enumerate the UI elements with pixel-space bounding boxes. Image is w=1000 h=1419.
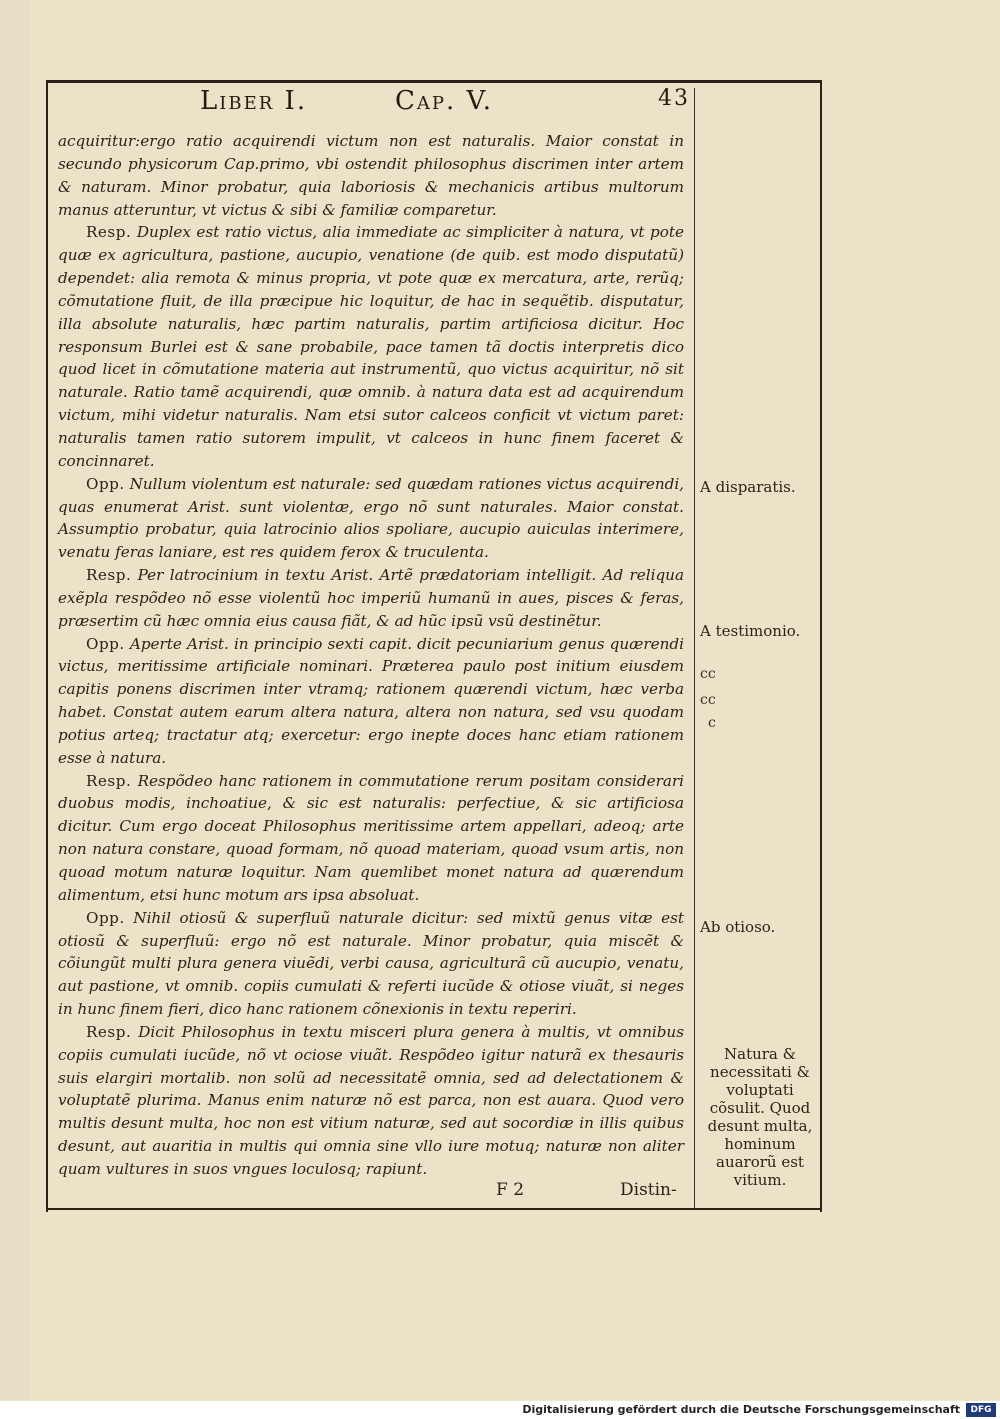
digitization-credit-text: Digitalisierung gefördert durch die Deutsche Forschungsgemeinschaft [522,1403,960,1416]
marginal-note-testimonio: A testimonio. [700,622,801,640]
page-number: 43 [658,86,690,111]
marginal-note-disparatis: A disparatis. [700,478,796,496]
paragraph-text: acquiritur:ergo ratio acquirendi victum non est naturalis. Maior constat in secundo physicorum Cap.primo, vbi ostendit philosophus discrimen inter artem & naturam. Minor probatur, quia laboriosis & mechanicis artibus multorum manus atteruntur, vt victus & sibi & familiæ comparetur. [58,132,684,219]
paragraph-7 [58,1021,684,1181]
main-text-block [58,130,684,1181]
paragraph-5 [58,770,684,907]
quotation-mark: c [708,715,716,731]
paragraph-text: Per latrocinium in textu Arist. Artẽ prædatoriam intelligit. Ad reliqua exẽpla respõdeo nõ esse violentũ hoc imperiũ humanũ in aues, pisces & feras, præsertim cũ hæc omnia eius causa fiãt, & ad hũc ipsũ vsũ destinẽtur. [58,566,685,630]
paragraph-text: Nihil otiosũ & superfluũ naturale dicitur: sed mixtũ genus vitæ est otiosũ & superfluũ: ergo nõ est naturale. Minor probatur, quia miscẽt & cõiungũt multi plura genera viuẽdi, verbi causa, agriculturã cũ aucupio, venatu, aut pastione, vt omnib. copiis cumulati & referti iucũde & otiose viuãt, si neges in hunc finem fieri, dico hanc rationem cõnexionis in textu reperiri. [58,908,684,1019]
page-frame-bottom-rule [48,1208,822,1210]
page-frame-right-rule [820,80,822,1212]
page-frame-top-rule [48,80,822,83]
paragraph-label: Resp. [86,566,132,585]
paragraph-label: Opp. [86,634,125,653]
paragraph-text: Aperte Arist. in principio sexti capit. dicit pecuniarium genus quærendi victus, meritissime artificiale nominari. Præterea paulo post initium eiusdem capitis ponens discrimen inter vtramq; rationem quærendi victum, hæc verba habet. Constat autem earum altera natura, altera non natura, sed vsu quodam potius arteq; tractatur atq; exercetur: ergo inepte doces hanc etiam rationem esse à natura. [58,634,684,767]
paragraph-label: Resp. [86,1022,132,1041]
quotation-mark: cc [700,666,716,682]
paragraph-2 [58,473,684,564]
paragraph-label: Opp. [86,908,125,927]
marginal-note-otioso: Ab otioso. [700,918,776,936]
paragraph-6 [58,907,684,1021]
scan-gutter [0,0,30,1400]
digitization-credit-bar [0,1401,1000,1419]
marginal-note-natura: Natura & necessitati & voluptati cõsulit. Quod desunt multa, hominum auarorũ est vitium. [707,1045,813,1189]
paragraph-text: Duplex est ratio victus, alia immediate ac simpliciter à natura, vt pote quæ ex agricultura, pastione, aucupio, venatione (de quib. est modo disputatũ) dependet: alia remota & minus propria, vt pote quæ ex mercatura, arte, rerũq; cõmutatione fluit, de illa præcipue hic loquitur, de hac in sequẽtib. disputatur, illa absolute naturalis, hæc partim naturalis, partim artificiosa dicitur. Hoc responsum Burlei est & sane probabile, pace tamen tã doctis interpretis dico quod licet in cõmutatione materia aut instrumentũ, quo victus acquiritur, nõ sit naturale. Ratio tamẽ acquirendi, quæ omnib. à natura data est ad acquirendum victum, mihi videtur naturalis. Nam etsi sutor calceos conficit vt victum paret: naturalis tamen ratio sutorem impulit, vt calceos in hunc finem faceret & concinnaret. [58,223,685,470]
signature-mark: F 2 [496,1180,525,1200]
paragraph-label: Resp. [86,223,132,242]
paragraph-1 [58,221,684,472]
paragraph-label: Opp. [86,474,125,493]
paragraph-text: Respõdeo hanc rationem in commutatione rerum positam considerari duobus modis, inchoatiue, & sic est naturalis: perfectiue, & sic artificiosa dicitur. Cum ergo doceat Philosophus meritissime artem appellari, adeoq; arte non natura constare, quoad formam, nõ quoad materiam, quoad vsum artis, non quoad motum naturæ loquitur. Nam quemlibet monet natura ad quærendum alimentum, etsi hunc motum ars ipsa absoluat. [58,771,685,904]
paragraph-0 [58,130,684,221]
page-frame-left-rule [46,80,48,1212]
paragraph-3 [58,564,684,633]
dfg-logo: DFG [966,1403,996,1417]
paragraph-4 [58,633,684,770]
running-head-book: Liber I. [200,86,308,116]
running-head [60,86,690,120]
paragraph-text: Nullum violentum est naturale: sed quædam rationes victus acquirendi, quas enumerat Arist. sunt violentæ, ergo nõ sunt naturales. Maior constat. Assumptio probatur, quia latrocinio alios spoliare, aucupio auiculas interimere, venatu feras laniare, est res quidem ferox & truculenta. [58,474,685,562]
catchword: Distin- [620,1180,677,1200]
page-footer [58,1180,684,1204]
running-head-chapter: Cap. V. [395,86,494,116]
paragraph-text: Dicit Philosophus in textu misceri plura genera à multis, vt omnibus copiis cumulati iucũde, nõ vt ociose viuãt. Respõdeo igitur naturã ex thesauris suis elargiri mortalib. non solũ ad necessitatẽ omnia, sed ad delectationem & voluptatẽ plurima. Manus enim naturæ nõ est parca, non est auara. Quod vero multis desunt multa, hoc non est vitium naturæ, sed aut socordiæ in illis quibus desunt, aut auaritia in multis qui omnia sine vllo iure motuq; naturæ non aliter quam vultures in suos vngues loculosq; rapiunt. [58,1022,685,1178]
quotation-mark: cc [700,692,716,708]
paragraph-label: Resp. [86,771,132,790]
margin-column-rule [694,88,695,1208]
